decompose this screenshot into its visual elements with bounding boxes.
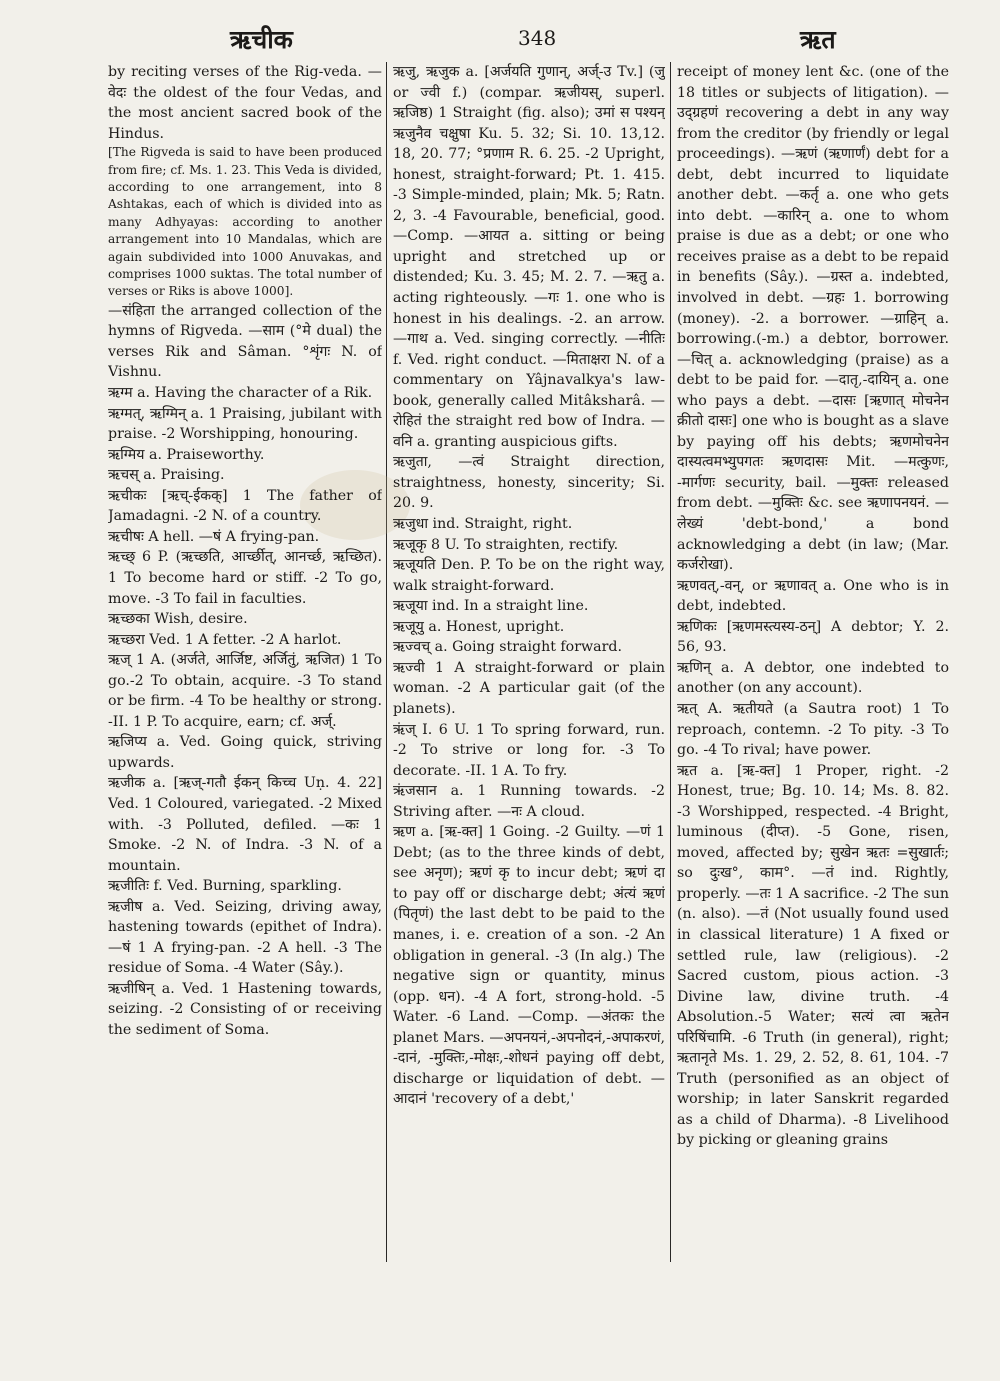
entry-text: ऋजु, ऋजुक a. [अर्जयति गुणान्, अर्ज्-उ Tv.] (जु or ज्वी f.) (compar. ऋजीयस्, superl. ऋजिष्ठ) 1 Straight (fig. also); उमां स पश्यन् ऋजुनैव चक्षुषा Ku. 5. 32; Si. 10. 13,12. 18, 20. 77; °प्रणाम R. 6. 25. -2 Upright, honest, straight-forward; Pt. 1. 415. -3 Simple-minded, plain; Mk. 5; Ratn. 2, 3. -4 Favourable, beneficial, good. —Comp. —आयत a. sitting or being upright and stretched up or distended; Ku. 3. 45; M. 2. 7. —ऋतु a. acting righteously. —गः 1. one who is honest in his dealings. -2. an arrow. —गाथ a. Ved. singing correctly. —नीतिः f. Ved. right conduct. —मिताक्षरा N. of a commentary on Yâjnavalkya's law-book, generally called Mitâksharâ. —रोहितं the straight red bow of Indra. —वनि a. granting auspicious gifts. bbox=[393, 64, 665, 450]
entry-text: ऋग्म a. Having the character of a Rik. bbox=[108, 385, 373, 402]
page-number: 348 bbox=[518, 26, 557, 50]
entry-text: ऋच्छका Wish, desire. bbox=[108, 611, 248, 628]
entry-text: ऋणिकः [ऋणमस्त्यस्य-ठन्] A debtor; Y. 2. 56, 93. bbox=[677, 618, 949, 656]
column-divider-right bbox=[670, 62, 671, 1262]
entry-text: ऋंज् I. 6 U. 1 To spring forward, run. -2 To strive or long for. -3 To decorate. -II. 1 A. To fry. bbox=[393, 721, 665, 779]
left-guide-word: ऋचीक bbox=[230, 25, 293, 54]
entry-text: ऋचीकः [ऋच्-ईकक्] 1 The father of Jamadagni. -2 N. of a country. bbox=[108, 487, 382, 525]
entry-text: ऋजूया ind. In a straight line. bbox=[393, 598, 589, 615]
entry-text: ऋच्छ् 6 P. (ऋच्छति, आर्च्छीत्, आनर्च्छ, ऋच्छित). 1 To become hard or stiff. -2 To go, move. -3 To fail in faculties. bbox=[108, 549, 382, 607]
entry-text: ऋजुता, —त्वं Straight direction, straightness, honesty, sincerity; Si. 20. 9. bbox=[393, 454, 665, 512]
column-3 bbox=[677, 62, 949, 1267]
entry-text: ऋग्मिय a. Praiseworthy. bbox=[108, 446, 265, 463]
entry-text: ऋजीक a. [ऋज्-गतौ ईकन् किच्च Uṇ. 4. 22] Ved. 1 Coloured, variegated. -2 Mixed with. -3 Polluted, defiled. —कः 1 Smoke. -2 N. of Indra. -3 N. of a mountain. bbox=[108, 775, 382, 874]
page-header bbox=[100, 22, 970, 62]
entry-note: [The Rigveda is said to have been produced from fire; cf. Ms. 1. 23. This Veda is divided, according to one arrangement, into 8 Ashtakas, each of which is divided into as many Adhyayas: according to another arrangement into 10 Mandalas, which are again subdivided into 1000 Anuvakas, and comprises 1000 suktas. The total number of verses or Riks is above 1000]. bbox=[108, 145, 382, 299]
entry-text: ऋत् A. ऋतीयते (a Sautra root) 1 To reproach, contemn. -2 To pity. -3 To go. -4 To rival; have power. bbox=[677, 700, 949, 759]
entry-text: ऋजूयति Den. P. To be on the right way, walk straight-forward. bbox=[393, 557, 665, 594]
entry-text: ऋग्मत्, ऋग्मिन् a. 1 Praising, jubilant with praise. -2 Worshipping, honouring. bbox=[108, 405, 382, 443]
entry-text: ऋच्छरा Ved. 1 A fetter. -2 A harlot. bbox=[108, 631, 342, 648]
column-1 bbox=[108, 62, 382, 1267]
entry-text: ऋत a. [ऋ-क्त] 1 Proper, right. -2 Honest, true; Bg. 10. 14; Ms. 8. 82. -3 Worshipped, respected. -4 Bright, luminous (दीप्त). -5 Gone, risen, moved, affected by; सुखेन ऋतः =सुखार्तः; so दुःख°, काम°. —तं ind. Rightly, properly. —तः 1 A sacrifice. -2 The sun (n. also). —तं (Not usually found used in classical literature) 1 A fixed or settled rule, law (religious). -2 Sacred custom, pious action. -3 Divine law, divine truth. -4 Absolution.-5 Water; सत्यं त्वा ऋतेन परिषिंचामि. -6 Truth (in general), right; ऋतानृते Ms. 1. 29, 2. 52, 8. 61, 104. -7 Truth (personified as an object of worship; in later Sanskrit regarded as a child of Dharma). -8 Livelihood by picking or gleaning grains bbox=[677, 762, 949, 1149]
entry-text: ऋचीषः A hell. —षं A frying-pan. bbox=[108, 528, 320, 545]
entry-text: ऋण a. [ऋ-क्त] 1 Going. -2 Guilty. —णं 1 Debt; (as to the three kinds of debt, see अनृण); ऋणं कृ to incur debt; ऋणं दा to pay off or discharge debt; अंत्यं ऋणं (पितृणं) the last debt to be paid to the manes, i. e. creation of a son. -2 An obligation in general. -3 (In alg.) The negative sign or quantity, minus (opp. धन). -4 A fort, strong-hold. -5 Water. -6 Land. —Comp. —अंतकः the planet Mars. —अपनयनं,-अपनोदनं,-अपाकरणं, -दानं, -मुक्तिः,-मोक्षः,-शोधनं paying off debt, discharge or liquidation of debt. —आदानं 'recovery of a debt,' bbox=[393, 824, 665, 1108]
entry-text: ऋणवत्,-वन्, or ऋणावत् a. One who is in debt, indebted. bbox=[677, 577, 949, 615]
entry-text: ऋज् 1 A. (अर्जते, आर्जिष्ट, अर्जितुं, ऋजित) 1 To go.-2 To obtain, acquire. -3 To stand or be firm. -4 To be healthy or strong. -II. 1 P. To acquire, earn; cf. अर्ज्. bbox=[108, 652, 382, 730]
right-guide-word: ऋत bbox=[800, 25, 836, 54]
entry-text: by reciting verses of the Rig-veda. —वेदः the oldest of the four Vedas, and the most ancient sacred book of the Hindus. bbox=[108, 64, 382, 142]
column-2 bbox=[393, 62, 665, 1267]
entry-text: ऋजीषिन् a. Ved. 1 Hastening towards, seizing. -2 Consisting of or receiving the sediment of Soma. bbox=[108, 980, 382, 1038]
entry-text: ऋजीष a. Ved. Seizing, driving away, hastening towards (epithet of Indra). —षं 1 A frying-pan. -2 A hell. -3 The residue of Soma. -4 Water (Sây.). bbox=[108, 898, 382, 977]
entry-text: ऋजूकृ 8 U. To straighten, rectify. bbox=[393, 536, 619, 553]
entry-text: ऋणिन् a. A debtor, one indebted to another (on any account). bbox=[677, 659, 949, 697]
entry-text: receipt of money lent &c. (one of the 18 titles or subjects of litigation). —उद्ग्रहणं recovering a debt in any way from the creditor (by friendly or legal proceedings). —ऋणं (ऋणार्णं) debt for a debt, debt incurred to liquidate another debt. —कर्तृ a. one who gets into debt. —कारिन् a. one to whom praise is due as a debt; or one who receives praise as a debt to be repaid in benefits (Sây.). —ग्रस्त a. indebted, involved in debt. —ग्रहः 1. borrowing (money). -2. a borrower. —ग्राहिन् a. borrowing.(-m.) a debtor, borrower. —चित् a. acknowledging (praise) as a debt to be paid for. —दातृ,-दायिन् a. one who pays a debt. —दासः [ऋणात् मोचनेन क्रीतो दासः] one who is bought as a slave by paying off his debts; ऋणमोचनेन दास्यत्वमभ्युपगतः ऋणदासः Mit. —मत्कुणः, -मार्गणः security, bail. —मुक्तः released from debt. —मुक्तिः &c. see ऋणापनयनं. —लेख्यं 'debt-bond,' a bond acknowledging a debt (in law; (Mar. कर्जरोखा). bbox=[677, 64, 949, 574]
entry-text: ऋजिप्य a. Ved. Going quick, striving upwards. bbox=[108, 734, 382, 771]
entry-text: ऋजुधा ind. Straight, right. bbox=[393, 516, 573, 533]
entry-text: ऋज्वी 1 A straight-forward or plain woman. -2 A particular gait (of the planets). bbox=[393, 659, 665, 717]
entry-text: ऋचस् a. Praising. bbox=[108, 467, 225, 484]
entry-text: —संहिता the arranged collection of the hymns of Rigveda. —साम (°मे dual) the verses Rik and Sâman. °शृंगः N. of Vishnu. bbox=[108, 302, 382, 381]
entry-text: ऋजीतिः f. Ved. Burning, sparkling. bbox=[108, 878, 342, 895]
entry-text: ऋंजसान a. 1 Running towards. -2 Striving after. —नः A cloud. bbox=[393, 783, 665, 820]
entry-text: ऋज्वच् a. Going straight forward. bbox=[393, 639, 622, 656]
column-divider-left bbox=[386, 62, 387, 1262]
entry-text: ऋजूयु a. Honest, upright. bbox=[393, 618, 565, 635]
